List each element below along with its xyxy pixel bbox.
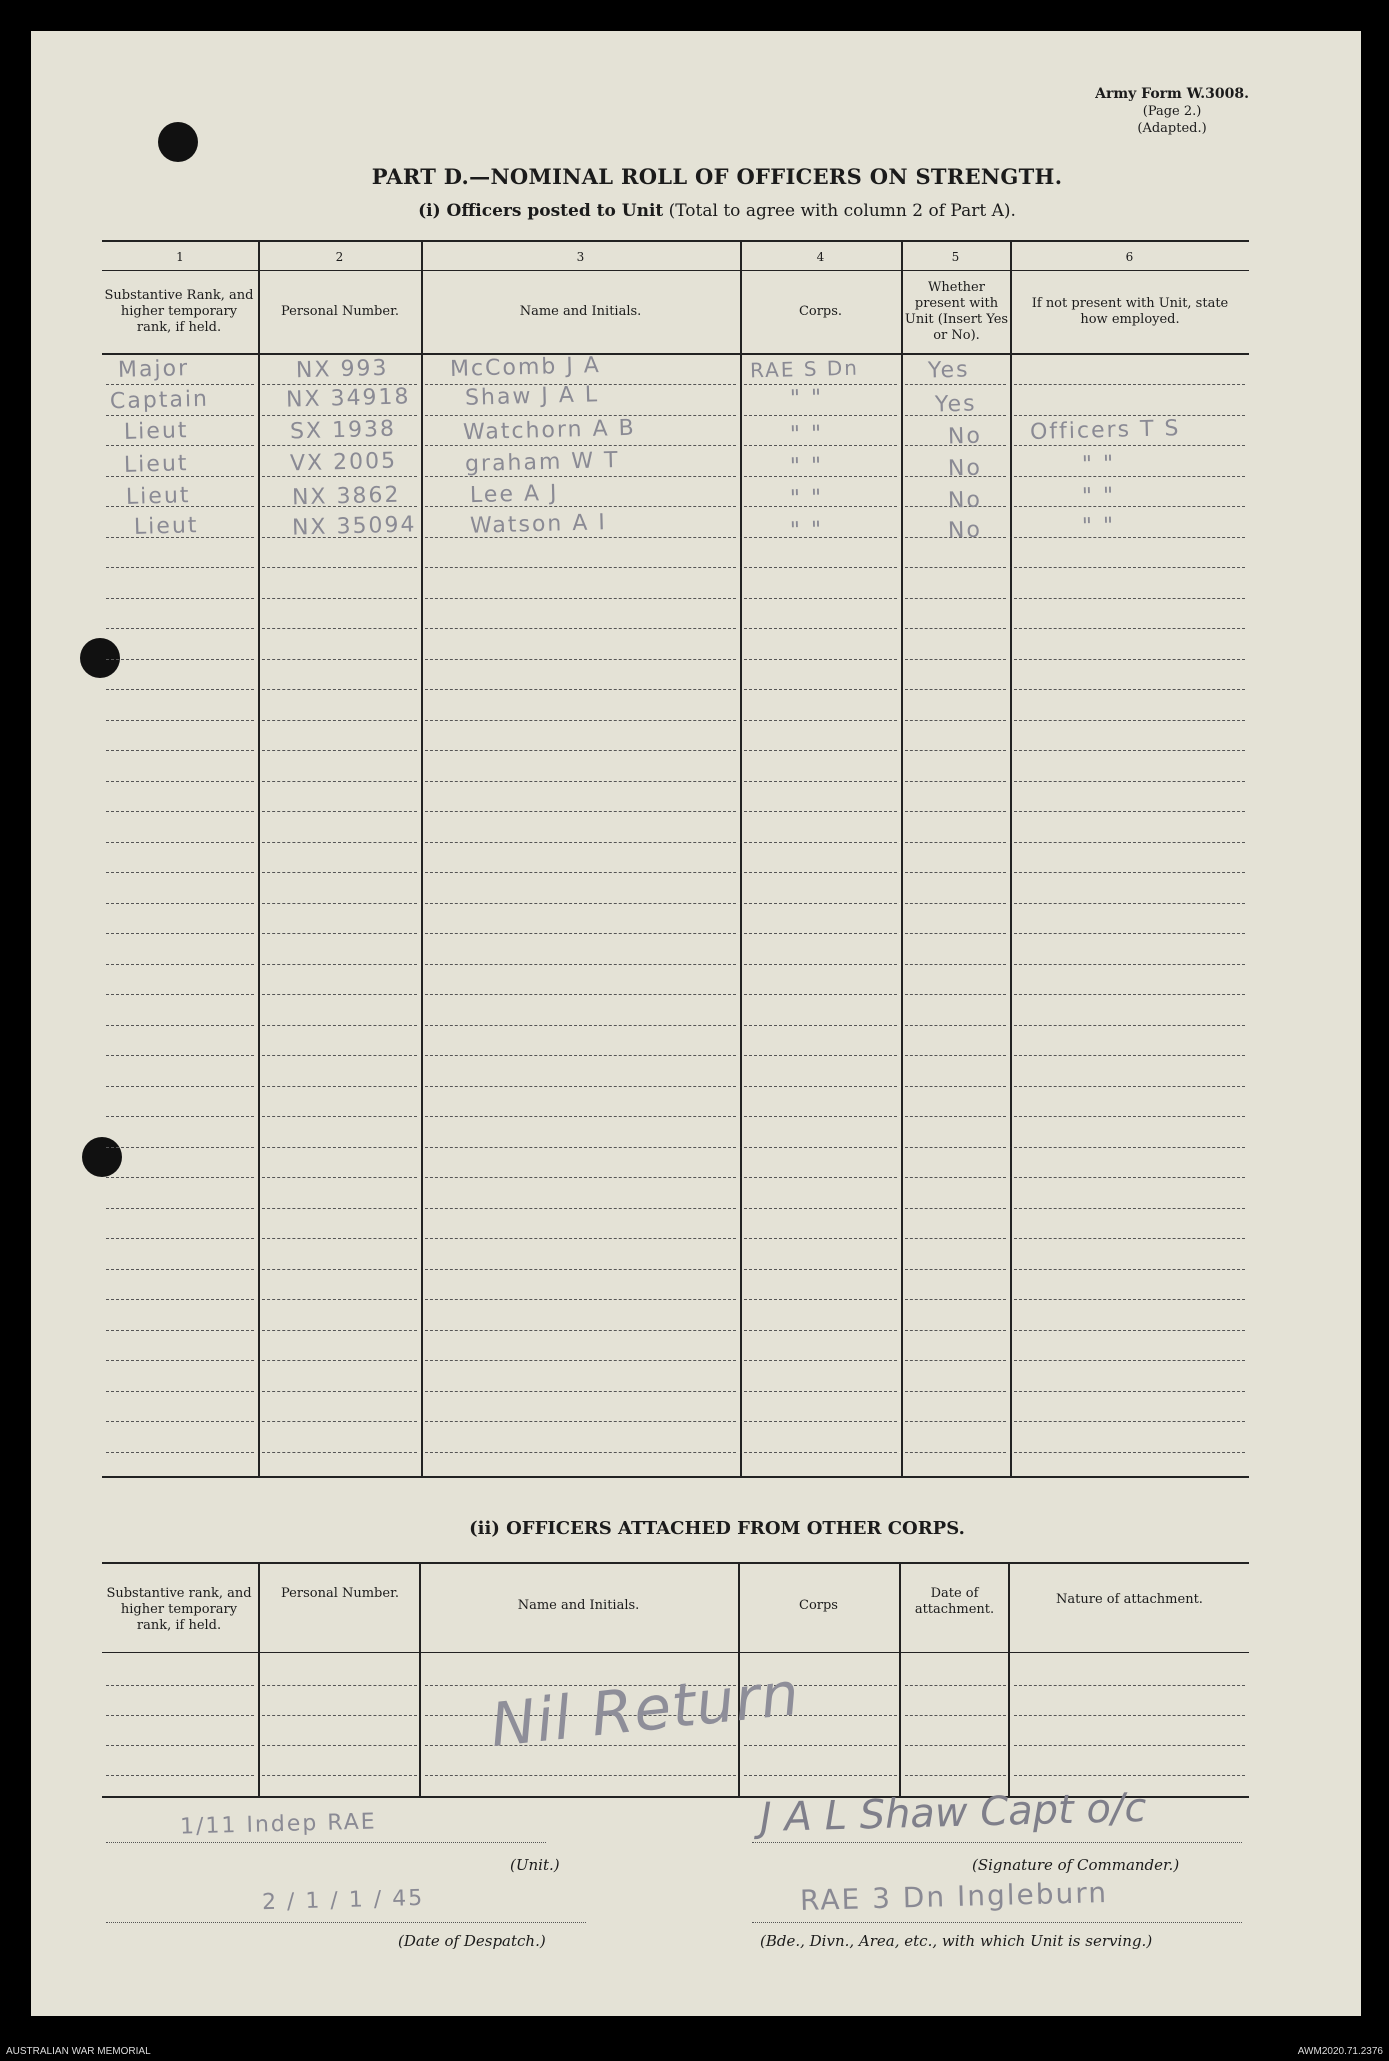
row-rule	[262, 659, 417, 660]
row-rule	[744, 994, 897, 995]
row-rule	[905, 628, 1006, 629]
cell-corps: " "	[789, 517, 824, 544]
form-adapted-note: (Adapted.)	[1137, 121, 1207, 136]
row-rule	[744, 1269, 897, 1270]
cell-personal-number: NX 35094	[291, 512, 417, 541]
row-rule	[425, 1330, 736, 1331]
row-rule	[425, 750, 736, 751]
row-rule	[1014, 1177, 1245, 1178]
row-rule	[744, 903, 897, 904]
row-rule	[106, 964, 254, 965]
form-number: Army Form W.3008.	[1095, 86, 1249, 102]
row-rule	[744, 811, 897, 812]
header-personal-number: Personal Number.	[281, 304, 399, 319]
row-rule	[425, 628, 736, 629]
army-form-reference	[1095, 86, 1249, 137]
header-personal-number: Personal Number.	[281, 1586, 399, 1601]
header-name-initials: Name and Initials.	[519, 304, 642, 319]
row-rule	[1014, 994, 1245, 995]
punch-hole-top	[158, 122, 198, 162]
row-rule	[905, 1025, 1006, 1026]
bde-value: RAE 3 Dn Ingleburn	[799, 1875, 1109, 1918]
row-rule	[262, 1745, 417, 1746]
row-rule	[106, 445, 254, 446]
row-rule	[106, 994, 254, 995]
row-rule	[425, 1116, 736, 1117]
row-rule	[262, 1238, 417, 1239]
row-rule	[425, 1177, 736, 1178]
date-label: (Date of Despatch.)	[398, 1932, 546, 1950]
row-rule	[1014, 1238, 1245, 1239]
row-rule	[905, 1177, 1006, 1178]
cell-present: Yes	[927, 357, 970, 384]
row-rule	[744, 842, 897, 843]
cell-present: No	[947, 517, 983, 544]
row-rule	[1014, 628, 1245, 629]
row-rule	[744, 1055, 897, 1056]
row-rule	[744, 1299, 897, 1300]
row-rule	[1014, 1775, 1245, 1776]
punch-hole-bottom	[82, 1137, 122, 1177]
row-rule	[262, 1421, 417, 1422]
row-rule	[425, 964, 736, 965]
row-rule	[106, 628, 254, 629]
row-rule	[1014, 1299, 1245, 1300]
cell-name: McComb J A	[449, 353, 602, 382]
row-rule	[106, 1360, 254, 1361]
row-rule	[905, 1360, 1006, 1361]
row-rule	[744, 1147, 897, 1148]
row-rule	[905, 1330, 1006, 1331]
row-rule	[262, 811, 417, 812]
row-rule	[905, 964, 1006, 965]
row-rule	[425, 842, 736, 843]
section-2-title: (ii) OFFICERS ATTACHED FROM OTHER CORPS.	[469, 1518, 965, 1539]
row-rule	[1014, 872, 1245, 873]
row-rule	[744, 689, 897, 690]
row-rule	[1014, 567, 1245, 568]
row-rule	[744, 1421, 897, 1422]
row-rule	[1014, 1360, 1245, 1361]
row-rule	[262, 1116, 417, 1117]
cell-rank: Lieut	[123, 451, 189, 478]
row-rule	[106, 1745, 254, 1746]
cell-name: Shaw J A L	[464, 382, 600, 411]
cell-rank: Lieut	[123, 418, 189, 445]
row-rule	[262, 567, 417, 568]
section-1-note: (Total to agree with column 2 of Part A).	[663, 201, 1016, 221]
row-rule	[425, 1238, 736, 1239]
row-rule	[425, 1269, 736, 1270]
row-rule	[1014, 1745, 1245, 1746]
signature-label: (Signature of Commander.)	[972, 1856, 1180, 1874]
row-rule	[744, 1086, 897, 1087]
row-rule	[106, 1147, 254, 1148]
row-rule	[425, 933, 736, 934]
row-rule	[744, 659, 897, 660]
row-rule	[905, 1299, 1006, 1300]
header-present: Whether present with Unit (Insert Yes or No).	[904, 280, 1009, 343]
bde-label: (Bde., Divn., Area, etc., with which Unit is serving.)	[760, 1932, 1153, 1950]
row-rule	[425, 903, 736, 904]
row-rule	[744, 872, 897, 873]
row-rule	[106, 842, 254, 843]
row-rule	[905, 872, 1006, 873]
row-rule	[1014, 1421, 1245, 1422]
row-rule	[425, 720, 736, 721]
column-number-6: 6	[1125, 250, 1134, 264]
row-rule	[106, 872, 254, 873]
row-rule	[106, 811, 254, 812]
row-rule	[262, 842, 417, 843]
cell-corps: " "	[789, 453, 824, 480]
header-corps: Corps.	[798, 304, 843, 319]
row-rule	[425, 1775, 736, 1776]
row-rule	[106, 384, 254, 385]
row-rule	[1014, 1055, 1245, 1056]
row-rule	[106, 1775, 254, 1776]
row-rule	[1014, 903, 1245, 904]
cell-how-employed: " "	[1081, 451, 1116, 478]
row-rule	[905, 842, 1006, 843]
row-rule	[262, 1360, 417, 1361]
row-rule	[1014, 1452, 1245, 1453]
row-rule	[1014, 537, 1245, 538]
cell-personal-number: NX 993	[295, 355, 389, 384]
cell-present: Yes	[934, 391, 977, 418]
row-rule	[744, 415, 897, 416]
row-rule	[1014, 415, 1245, 416]
row-rule	[1014, 781, 1245, 782]
row-rule	[744, 750, 897, 751]
row-rule	[425, 1086, 736, 1087]
row-rule	[262, 1208, 417, 1209]
row-rule	[262, 1775, 417, 1776]
row-rule	[262, 994, 417, 995]
row-rule	[905, 1116, 1006, 1117]
row-rule	[744, 1238, 897, 1239]
row-rule	[106, 415, 254, 416]
header-name-initials: Name and Initials.	[517, 1598, 640, 1613]
cell-rank: Lieut	[125, 483, 191, 510]
row-rule	[1014, 659, 1245, 660]
cell-present: No	[947, 487, 983, 514]
cell-rank: Captain	[109, 386, 210, 415]
row-rule	[425, 598, 736, 599]
row-rule	[106, 598, 254, 599]
row-rule	[1014, 964, 1245, 965]
archive-accession-number: AWM2020.71.2376	[1297, 2046, 1383, 2057]
row-rule	[425, 1208, 736, 1209]
row-rule	[1014, 1330, 1245, 1331]
row-rule	[262, 1025, 417, 1026]
row-rule	[106, 1330, 254, 1331]
row-rule	[1014, 1715, 1245, 1716]
row-rule	[425, 811, 736, 812]
row-rule	[1014, 445, 1245, 446]
row-rule	[905, 811, 1006, 812]
row-rule	[744, 964, 897, 965]
row-rule	[425, 1391, 736, 1392]
row-rule	[106, 689, 254, 690]
section-1-subtitle	[0, 201, 1389, 221]
archive-credit: AUSTRALIAN WAR MEMORIAL	[6, 2046, 151, 2057]
row-rule	[262, 689, 417, 690]
cell-name: graham W T	[464, 447, 620, 478]
row-rule	[106, 1177, 254, 1178]
row-rule	[106, 1715, 254, 1716]
row-rule	[425, 994, 736, 995]
punch-hole-middle	[80, 638, 120, 678]
row-rule	[425, 659, 736, 660]
row-rule	[905, 598, 1006, 599]
row-rule	[744, 598, 897, 599]
row-rule	[425, 1055, 736, 1056]
row-rule	[744, 567, 897, 568]
row-rule	[905, 994, 1006, 995]
row-rule	[1014, 506, 1245, 507]
row-rule	[905, 903, 1006, 904]
row-rule	[1014, 1391, 1245, 1392]
row-rule	[744, 1745, 897, 1746]
row-rule	[262, 1086, 417, 1087]
row-rule	[744, 1360, 897, 1361]
cell-corps: " "	[789, 385, 824, 412]
row-rule	[905, 567, 1006, 568]
unit-value: 1/11 Indep RAE	[179, 1809, 377, 1840]
header-how-employed: If not present with Unit, state how employed.	[1031, 296, 1229, 327]
row-rule	[106, 933, 254, 934]
row-rule	[744, 933, 897, 934]
cell-rank: Lieut	[133, 513, 199, 540]
row-rule	[425, 445, 736, 446]
cell-present: No	[947, 455, 983, 482]
row-rule	[744, 628, 897, 629]
row-rule	[106, 1116, 254, 1117]
row-rule	[262, 1715, 417, 1716]
row-rule	[905, 1421, 1006, 1422]
cell-personal-number: NX 34918	[285, 384, 411, 413]
row-rule	[262, 750, 417, 751]
row-rule	[744, 1177, 897, 1178]
row-rule	[106, 781, 254, 782]
row-rule	[262, 445, 417, 446]
row-rule	[262, 476, 417, 477]
row-rule	[1014, 384, 1245, 385]
unit-label: (Unit.)	[510, 1856, 560, 1874]
row-rule	[425, 689, 736, 690]
row-rule	[1014, 811, 1245, 812]
row-rule	[262, 903, 417, 904]
row-rule	[1014, 598, 1245, 599]
column-number-5: 5	[951, 250, 960, 264]
row-rule	[425, 1452, 736, 1453]
row-rule	[1014, 1086, 1245, 1087]
row-rule	[744, 781, 897, 782]
row-rule	[262, 1055, 417, 1056]
row-rule	[262, 1177, 417, 1178]
row-rule	[905, 659, 1006, 660]
header-nature-of-attachment: Nature of attachment.	[1056, 1592, 1203, 1607]
row-rule	[1014, 1208, 1245, 1209]
column-number-3: 3	[576, 250, 585, 264]
row-rule	[905, 384, 1006, 385]
row-rule	[262, 872, 417, 873]
row-rule	[905, 781, 1006, 782]
row-rule	[1014, 842, 1245, 843]
row-rule	[106, 1269, 254, 1270]
commander-signature: J A L Shaw Capt o/c	[759, 1784, 1147, 1842]
row-rule	[425, 781, 736, 782]
header-corps: Corps	[799, 1598, 838, 1613]
row-rule	[262, 720, 417, 721]
cell-name: Watchorn A B	[462, 415, 636, 446]
cell-rank: Major	[117, 356, 190, 383]
row-rule	[905, 720, 1006, 721]
cell-how-employed: " "	[1081, 513, 1116, 540]
row-rule	[262, 1269, 417, 1270]
row-rule	[106, 1238, 254, 1239]
row-rule	[425, 1147, 736, 1148]
row-rule	[262, 1147, 417, 1148]
row-rule	[425, 1025, 736, 1026]
row-rule	[106, 1685, 254, 1686]
row-rule	[744, 1391, 897, 1392]
row-rule	[905, 689, 1006, 690]
row-rule	[905, 1238, 1006, 1239]
row-rule	[106, 1208, 254, 1209]
row-rule	[106, 1055, 254, 1056]
row-rule	[262, 1299, 417, 1300]
row-rule	[425, 567, 736, 568]
column-number-4: 4	[816, 250, 825, 264]
row-rule	[106, 567, 254, 568]
date-value: 2 / 1 / 1 / 45	[261, 1885, 425, 1916]
row-rule	[1014, 1025, 1245, 1026]
row-rule	[262, 628, 417, 629]
row-rule	[1014, 1685, 1245, 1686]
column-number-2: 2	[335, 250, 344, 264]
row-rule	[905, 933, 1006, 934]
row-rule	[905, 750, 1006, 751]
header-rank: Substantive Rank, and higher temporary rank, if held.	[104, 288, 254, 335]
row-rule	[262, 933, 417, 934]
row-rule	[905, 1715, 1006, 1716]
row-rule	[106, 720, 254, 721]
row-rule	[905, 1147, 1006, 1148]
cell-name: Watson A I	[469, 510, 608, 539]
part-d-title: PART D.—NOMINAL ROLL OF OFFICERS ON STRENGTH.	[371, 164, 1063, 189]
cell-personal-number: NX 3862	[291, 482, 401, 511]
row-rule	[1014, 1147, 1245, 1148]
cell-how-employed: Officers T S	[1029, 416, 1181, 445]
row-rule	[905, 1269, 1006, 1270]
header-date-of-attachment: Date of attachment.	[914, 1586, 995, 1617]
row-rule	[262, 1391, 417, 1392]
row-rule	[106, 1086, 254, 1087]
nil-return-handwriting: Nil Return	[487, 1658, 803, 1762]
row-rule	[1014, 689, 1245, 690]
header-rank: Substantive rank, and higher temporary rank, if held.	[106, 1586, 252, 1633]
row-rule	[106, 750, 254, 751]
row-rule	[1014, 720, 1245, 721]
row-rule	[106, 1391, 254, 1392]
row-rule	[1014, 1269, 1245, 1270]
row-rule	[1014, 750, 1245, 751]
row-rule	[744, 1452, 897, 1453]
row-rule	[744, 1025, 897, 1026]
row-rule	[1014, 1116, 1245, 1117]
row-rule	[106, 1452, 254, 1453]
row-rule	[425, 872, 736, 873]
form-page-number: (Page 2.)	[1142, 104, 1202, 119]
row-rule	[744, 1775, 897, 1776]
row-rule	[106, 1421, 254, 1422]
row-rule	[425, 415, 736, 416]
row-rule	[262, 598, 417, 599]
cell-corps: " "	[789, 421, 824, 448]
row-rule	[744, 1116, 897, 1117]
row-rule	[744, 720, 897, 721]
row-rule	[425, 1421, 736, 1422]
cell-corps: " "	[789, 485, 824, 512]
row-rule	[905, 1452, 1006, 1453]
cell-present: No	[947, 423, 983, 450]
row-rule	[905, 1685, 1006, 1686]
row-rule	[425, 1299, 736, 1300]
row-rule	[744, 1208, 897, 1209]
row-rule	[744, 1330, 897, 1331]
row-rule	[905, 1086, 1006, 1087]
row-rule	[1014, 476, 1245, 477]
column-number-1: 1	[176, 250, 184, 264]
row-rule	[905, 1391, 1006, 1392]
row-rule	[425, 1360, 736, 1361]
cell-personal-number: VX 2005	[289, 448, 398, 477]
row-rule	[106, 1299, 254, 1300]
row-rule	[905, 1775, 1006, 1776]
row-rule	[905, 1055, 1006, 1056]
cell-how-employed: " "	[1081, 483, 1116, 510]
row-rule	[905, 1208, 1006, 1209]
row-rule	[905, 1745, 1006, 1746]
row-rule	[106, 659, 254, 660]
section-1-label: (i) Officers posted to Unit	[418, 201, 664, 221]
row-rule	[262, 1452, 417, 1453]
cell-name: Lee A J	[469, 480, 559, 509]
row-rule	[106, 1025, 254, 1026]
row-rule	[1014, 933, 1245, 934]
row-rule	[106, 903, 254, 904]
row-rule	[262, 1685, 417, 1686]
row-rule	[262, 781, 417, 782]
row-rule	[262, 1330, 417, 1331]
cell-corps: RAE S Dn	[749, 355, 860, 383]
cell-personal-number: SX 1938	[289, 416, 397, 445]
row-rule	[262, 964, 417, 965]
